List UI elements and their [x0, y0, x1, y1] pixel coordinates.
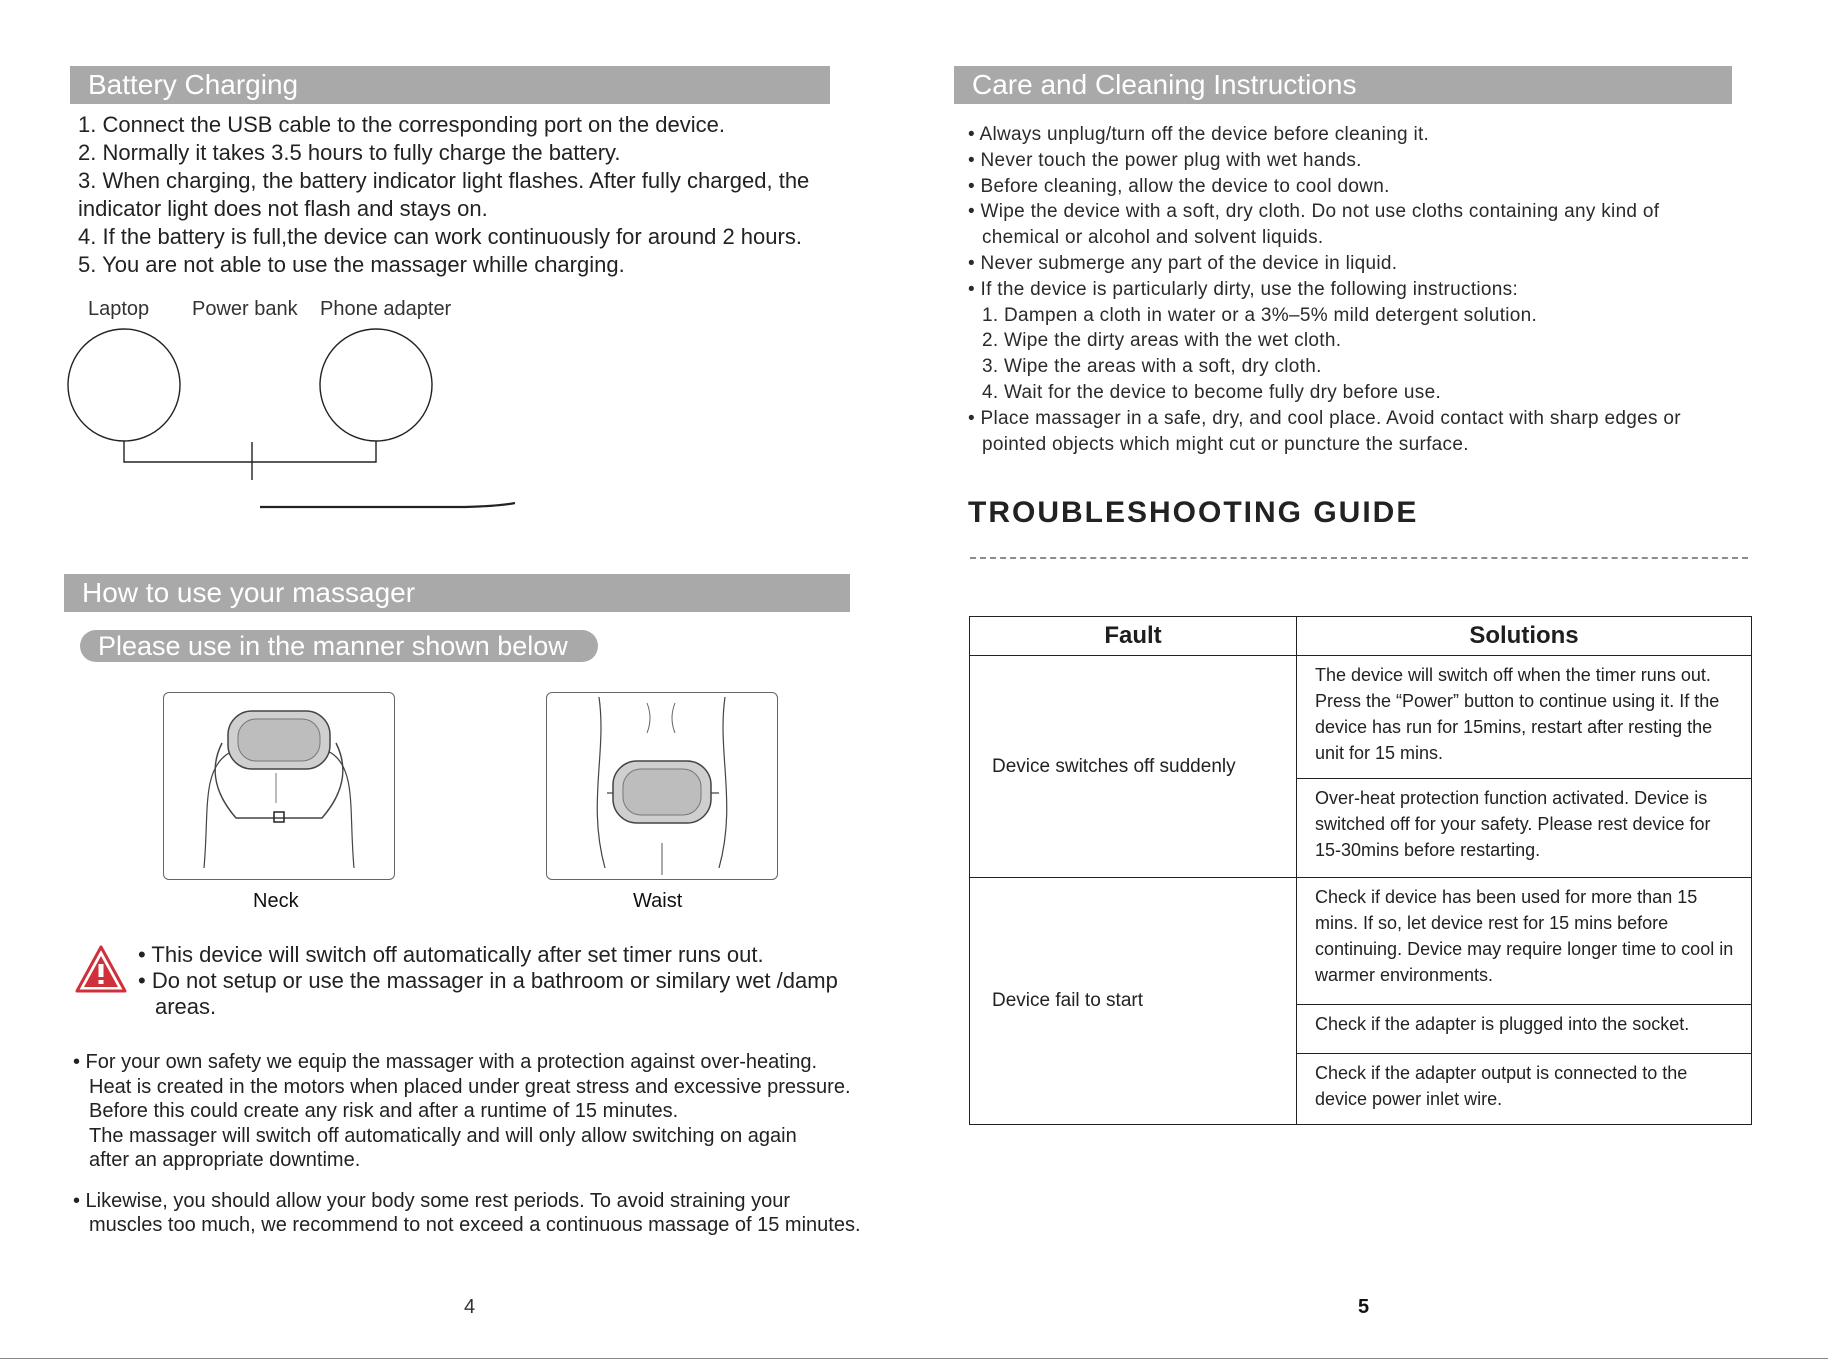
list-item: • Never touch the power plug with wet hands.: [968, 149, 1362, 171]
list-item: indicator light does not flash and stays on.: [78, 196, 488, 221]
table-row: [970, 878, 1752, 1005]
troubleshooting-table: [969, 616, 1752, 1125]
solution-cell: Check if device has been used for more than 15 mins. If so, let device rest for 15 mins before continuing. Device may require longer time to cool in warmer environments.: [1297, 878, 1752, 1005]
warning-list: [138, 942, 838, 1020]
waist-usage-image: [546, 692, 778, 880]
list-item: 3. Wipe the areas with a soft, dry cloth.: [982, 356, 1322, 378]
dashed-divider: [970, 557, 1748, 559]
warning-icon: [74, 944, 128, 994]
list-item: 4. If the battery is full,the device can work continuously for around 2 hours.: [78, 224, 802, 249]
list-item: 2. Normally it takes 3.5 hours to fully charge the battery.: [78, 140, 621, 165]
waist-caption: Waist: [633, 890, 683, 912]
list-item: muscles too much, we recommend to not exceed a continuous massage of 15 minutes.: [89, 1214, 861, 1236]
fault-cell: Device switches off suddenly: [970, 656, 1297, 878]
list-item: • For your own safety we equip the massager with a protection against over-heating.: [73, 1051, 818, 1073]
list-item: • Always unplug/turn off the device before cleaning it.: [968, 124, 1430, 145]
list-item: chemical or alcohol and solvent liquids.: [982, 227, 1324, 249]
label-power-bank: Power bank: [192, 298, 298, 320]
label-laptop: Laptop: [88, 298, 150, 320]
troubleshooting-title: TROUBLESHOOTING GUIDE: [968, 496, 1419, 529]
solution-cell: Over-heat protection function activated. Device is switched off for your safety. Please rest device for 15-30mins before restarting.: [1297, 779, 1752, 878]
list-item: • Place massager in a safe, dry, and cool place. Avoid contact with sharp edges or: [968, 407, 1681, 429]
table-header-row: [970, 617, 1752, 656]
neck-caption: Neck: [253, 890, 299, 912]
usage-subtitle: Please use in the manner shown below: [80, 630, 598, 662]
care-cleaning-heading: Care and Cleaning Instructions: [954, 66, 1732, 104]
neck-usage-image: [163, 692, 395, 880]
solution-cell: Check if the adapter output is connected to the device power inlet wire.: [1297, 1054, 1752, 1125]
list-item: 5. You are not able to use the massager whille charging.: [78, 252, 625, 277]
list-item: 1. Dampen a cloth in water or a 3%–5% mild detergent solution.: [982, 304, 1538, 326]
connector-line: [124, 441, 376, 462]
list-item: 4. Wait for the device to become fully dry before use.: [982, 381, 1442, 403]
list-item: • If the device is particularly dirty, use the following instructions:: [968, 278, 1519, 300]
list-item: Before this could create any risk and after a runtime of 15 minutes.: [89, 1100, 679, 1122]
phone-adapter-circle: [320, 329, 432, 441]
list-item: • This device will switch off automatically after set timer runs out.: [138, 942, 764, 967]
charging-diagram: [60, 320, 580, 520]
battery-steps: [78, 111, 809, 279]
list-item: Heat is created in the motors when placed under great stress and excessive pressure.: [89, 1075, 851, 1098]
list-item: • Wipe the device with a soft, dry cloth. Do not use cloths containing any kind of: [968, 201, 1660, 223]
fault-cell: Device fail to start: [970, 878, 1297, 1125]
care-list: [968, 122, 1681, 457]
label-phone-adapter: Phone adapter: [320, 298, 452, 320]
cable-line: [260, 503, 515, 507]
bottom-rule: [0, 1358, 1828, 1359]
list-item: • Likewise, you should allow your body some rest periods. To avoid straining your: [73, 1189, 791, 1212]
how-to-use-heading: How to use your massager: [64, 574, 850, 612]
list-item: The massager will switch off automatically and will only allow switching on again: [89, 1124, 797, 1147]
list-item: after an appropriate downtime.: [89, 1149, 361, 1171]
fault-header: Fault: [970, 617, 1297, 656]
table-row: [970, 656, 1752, 779]
solutions-header: Solutions: [1297, 617, 1752, 656]
list-item: 1. Connect the USB cable to the corresponding port on the device.: [78, 112, 725, 137]
list-item: • Do not setup or use the massager in a bathroom or similary wet /damp: [138, 968, 838, 993]
battery-charging-heading: Battery Charging: [70, 66, 830, 104]
solution-cell: The device will switch off when the timer runs out. Press the “Power” button to continue using it. If the device has run for 15mins, restart after resting the unit for 15 mins.: [1297, 656, 1752, 779]
list-item: 2. Wipe the dirty areas with the wet cloth.: [982, 330, 1342, 352]
list-item: 3. When charging, the battery indicator light flashes. After fully charged, the: [78, 168, 810, 193]
list-item: • Before cleaning, allow the device to cool down.: [968, 175, 1390, 197]
page-number-left: 4: [464, 1296, 476, 1318]
solution-cell: Check if the adapter is plugged into the socket.: [1297, 1005, 1752, 1054]
safety-bullets: [73, 1050, 861, 1238]
laptop-circle: [68, 329, 180, 441]
list-item: pointed objects which might cut or puncture the surface.: [982, 433, 1469, 455]
list-item: • Never submerge any part of the device in liquid.: [968, 252, 1398, 274]
page-number-right: 5: [1358, 1296, 1370, 1318]
list-item: areas.: [155, 994, 217, 1019]
